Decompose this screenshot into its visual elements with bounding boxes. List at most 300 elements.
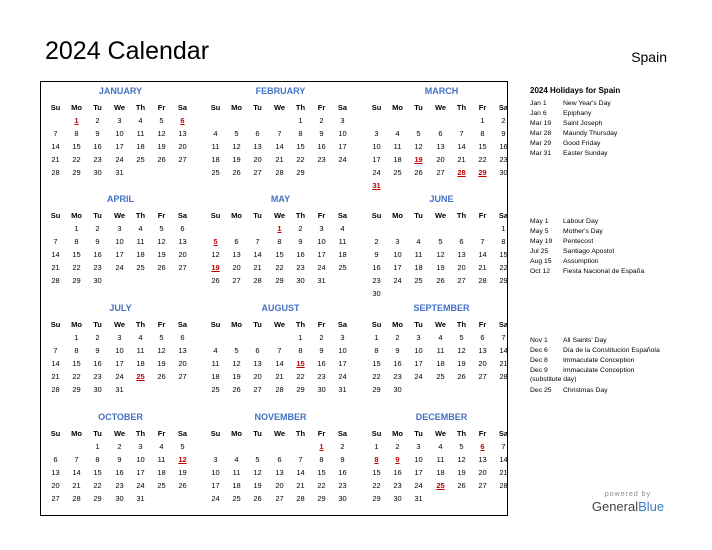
weekday-label: Su bbox=[210, 211, 221, 220]
day-cell: 3 bbox=[416, 442, 421, 451]
day-cell: 8 bbox=[298, 129, 303, 138]
holiday-day-cell: 19 bbox=[414, 155, 423, 164]
holiday-date: Dec 25 bbox=[530, 387, 552, 394]
brand-logo bbox=[586, 490, 670, 514]
day-cell: 8 bbox=[95, 455, 100, 464]
day-cell: 24 bbox=[115, 155, 124, 164]
day-cell: 10 bbox=[414, 346, 423, 355]
day-cell: 10 bbox=[115, 129, 124, 138]
day-cell: 1 bbox=[298, 116, 303, 125]
day-cell: 7 bbox=[480, 237, 485, 246]
day-cell: 25 bbox=[136, 155, 145, 164]
weekday-label: Mo bbox=[71, 211, 82, 220]
day-cell: 30 bbox=[93, 385, 102, 394]
day-cell: 26 bbox=[157, 372, 166, 381]
holiday-item bbox=[530, 129, 700, 139]
month-july bbox=[45, 299, 196, 407]
day-cell: 23 bbox=[393, 481, 402, 490]
day-cell: 25 bbox=[436, 372, 445, 381]
week-row bbox=[366, 344, 517, 357]
holiday-date: Jul 25 bbox=[530, 248, 549, 255]
holiday-item bbox=[530, 139, 700, 149]
day-cell: 5 bbox=[438, 237, 443, 246]
day-cell: 30 bbox=[338, 494, 347, 503]
month-name: JUNE bbox=[429, 194, 454, 204]
day-cell: 15 bbox=[275, 250, 284, 259]
day-cell: 17 bbox=[372, 155, 381, 164]
month-january bbox=[45, 82, 196, 190]
week-row bbox=[205, 331, 356, 344]
day-cell: 9 bbox=[95, 237, 100, 246]
day-cell: 20 bbox=[275, 481, 284, 490]
day-cell: 8 bbox=[501, 237, 506, 246]
day-cell: 24 bbox=[414, 481, 423, 490]
day-cell: 10 bbox=[393, 250, 402, 259]
day-cell: 23 bbox=[93, 263, 102, 272]
day-cell: 9 bbox=[501, 129, 506, 138]
day-cell: 17 bbox=[115, 250, 124, 259]
day-cell: 22 bbox=[317, 481, 326, 490]
day-cell: 21 bbox=[457, 155, 466, 164]
day-cell: 9 bbox=[298, 237, 303, 246]
day-cell: 27 bbox=[178, 155, 187, 164]
day-cell: 20 bbox=[253, 372, 262, 381]
weekday-label: Su bbox=[210, 429, 221, 438]
day-cell: 26 bbox=[457, 372, 466, 381]
weekday-label: We bbox=[273, 429, 286, 438]
day-cell: 9 bbox=[319, 346, 324, 355]
day-cell: 8 bbox=[480, 129, 485, 138]
day-cell: 2 bbox=[395, 442, 400, 451]
day-cell: 26 bbox=[253, 494, 262, 503]
day-cell: 23 bbox=[338, 481, 347, 490]
weekday-label: Fr bbox=[478, 211, 487, 220]
weekday-label: Th bbox=[135, 211, 146, 220]
day-cell: 28 bbox=[51, 276, 60, 285]
day-cell: 10 bbox=[136, 455, 145, 464]
holiday-name: Labour Day bbox=[563, 218, 599, 225]
day-cell: 17 bbox=[115, 359, 124, 368]
holiday-item bbox=[530, 257, 700, 267]
day-cell: 22 bbox=[372, 372, 381, 381]
weekday-header-row bbox=[205, 318, 356, 331]
day-cell: 15 bbox=[72, 142, 81, 151]
day-cell: 16 bbox=[296, 250, 305, 259]
weekday-label: Sa bbox=[177, 320, 188, 329]
day-cell: 17 bbox=[414, 359, 423, 368]
day-cell: 4 bbox=[395, 129, 400, 138]
day-cell: 25 bbox=[211, 168, 220, 177]
holiday-day-cell: 29 bbox=[478, 168, 487, 177]
day-cell: 1 bbox=[480, 116, 485, 125]
day-cell: 20 bbox=[457, 263, 466, 272]
week-row bbox=[366, 261, 517, 274]
day-cell: 17 bbox=[393, 263, 402, 272]
day-cell: 28 bbox=[499, 481, 508, 490]
day-cell: 14 bbox=[51, 142, 60, 151]
week-row bbox=[205, 440, 356, 453]
month-august bbox=[205, 299, 356, 407]
weekday-label: Sa bbox=[498, 211, 509, 220]
day-cell: 11 bbox=[211, 359, 220, 368]
day-cell: 16 bbox=[317, 359, 326, 368]
weekday-label: Th bbox=[135, 103, 146, 112]
day-cell: 22 bbox=[372, 481, 381, 490]
day-cell: 15 bbox=[499, 250, 508, 259]
holiday-group bbox=[530, 99, 700, 159]
holiday-name: Immaculate Conception bbox=[563, 367, 635, 374]
day-cell: 5 bbox=[255, 455, 260, 464]
day-cell: 29 bbox=[372, 494, 381, 503]
day-cell: 28 bbox=[296, 494, 305, 503]
week-row bbox=[366, 127, 517, 140]
weekday-label: Tu bbox=[253, 211, 262, 220]
week-row bbox=[205, 383, 356, 396]
day-cell: 12 bbox=[232, 359, 241, 368]
day-cell: 12 bbox=[457, 455, 466, 464]
day-cell: 8 bbox=[374, 346, 379, 355]
week-row bbox=[45, 235, 196, 248]
day-cell: 27 bbox=[178, 263, 187, 272]
holiday-item bbox=[530, 109, 700, 119]
weekday-label: We bbox=[434, 103, 447, 112]
holiday-day-cell: 6 bbox=[480, 442, 485, 451]
day-cell: 28 bbox=[51, 168, 60, 177]
weekday-label: Tu bbox=[414, 211, 423, 220]
holiday-name: Easter Sunday bbox=[563, 150, 608, 157]
week-row bbox=[205, 261, 356, 274]
day-cell: 3 bbox=[340, 116, 345, 125]
day-cell: 21 bbox=[499, 468, 508, 477]
weekday-label: We bbox=[273, 320, 286, 329]
day-cell: 30 bbox=[372, 289, 381, 298]
day-cell: 15 bbox=[72, 359, 81, 368]
holiday-name: New Year's Day bbox=[563, 100, 611, 107]
holiday-item bbox=[530, 217, 700, 227]
day-cell: 3 bbox=[117, 333, 122, 342]
weekday-label: Mo bbox=[231, 429, 242, 438]
day-cell: 14 bbox=[457, 142, 466, 151]
day-cell: 30 bbox=[93, 276, 102, 285]
week-row bbox=[205, 114, 356, 127]
day-cell: 31 bbox=[317, 276, 326, 285]
holiday-day-cell: 25 bbox=[436, 481, 445, 490]
day-cell: 8 bbox=[74, 237, 79, 246]
week-row bbox=[205, 492, 356, 505]
day-cell: 27 bbox=[436, 168, 445, 177]
month-march bbox=[366, 82, 517, 190]
day-cell: 13 bbox=[51, 468, 60, 477]
day-cell: 6 bbox=[277, 455, 282, 464]
day-cell: 24 bbox=[115, 263, 124, 272]
day-cell: 31 bbox=[414, 494, 423, 503]
week-row bbox=[205, 357, 356, 370]
day-cell: 26 bbox=[232, 168, 241, 177]
day-cell: 23 bbox=[372, 276, 381, 285]
day-cell: 7 bbox=[53, 237, 58, 246]
weekday-label: Fr bbox=[317, 429, 326, 438]
day-cell: 29 bbox=[93, 494, 102, 503]
week-row bbox=[366, 466, 517, 479]
holiday-day-cell: 1 bbox=[277, 224, 282, 233]
day-cell: 30 bbox=[115, 494, 124, 503]
day-cell: 4 bbox=[213, 129, 218, 138]
day-cell: 18 bbox=[211, 372, 220, 381]
day-cell: 5 bbox=[234, 129, 239, 138]
weekday-label: We bbox=[113, 103, 126, 112]
holiday-item bbox=[530, 237, 700, 247]
day-cell: 25 bbox=[157, 481, 166, 490]
weekday-label: Sa bbox=[498, 429, 509, 438]
day-cell: 27 bbox=[51, 494, 60, 503]
day-cell: 2 bbox=[340, 442, 345, 451]
week-row bbox=[45, 114, 196, 127]
day-cell: 25 bbox=[414, 276, 423, 285]
holiday-item bbox=[530, 346, 700, 356]
weekday-header-row bbox=[205, 427, 356, 440]
day-cell: 3 bbox=[374, 129, 379, 138]
day-cell: 9 bbox=[395, 346, 400, 355]
holiday-item bbox=[530, 247, 700, 257]
day-cell: 4 bbox=[159, 442, 164, 451]
day-cell: 16 bbox=[393, 359, 402, 368]
page-title: 2024 Calendar bbox=[45, 37, 210, 65]
holiday-date: Dec 8 bbox=[530, 357, 548, 364]
holiday-date: Dec 6 bbox=[530, 347, 548, 354]
day-cell: 11 bbox=[436, 455, 445, 464]
day-cell: 11 bbox=[436, 346, 445, 355]
day-cell: 18 bbox=[157, 468, 166, 477]
day-cell: 26 bbox=[232, 385, 241, 394]
day-cell: 25 bbox=[393, 168, 402, 177]
holiday-date: Oct 12 bbox=[530, 268, 551, 275]
weekday-label: Fr bbox=[317, 103, 326, 112]
weekday-label: Th bbox=[295, 211, 306, 220]
day-cell: 5 bbox=[180, 442, 185, 451]
day-cell: 13 bbox=[478, 346, 487, 355]
week-row bbox=[205, 370, 356, 383]
day-cell: 28 bbox=[275, 385, 284, 394]
week-row bbox=[205, 453, 356, 466]
day-cell: 20 bbox=[232, 263, 241, 272]
day-cell: 16 bbox=[317, 142, 326, 151]
holiday-date: May 5 bbox=[530, 228, 549, 235]
weekday-label: Th bbox=[295, 429, 306, 438]
holiday-name: Maundy Thursday bbox=[563, 130, 618, 137]
day-cell: 7 bbox=[501, 442, 506, 451]
week-row bbox=[366, 383, 517, 396]
day-cell: 20 bbox=[178, 359, 187, 368]
day-cell: 15 bbox=[93, 468, 102, 477]
day-cell: 21 bbox=[275, 155, 284, 164]
weekday-label: Su bbox=[371, 211, 382, 220]
holiday-day-cell: 28 bbox=[457, 168, 466, 177]
holiday-day-cell: 31 bbox=[372, 181, 381, 190]
day-cell: 22 bbox=[499, 263, 508, 272]
holiday-date: Jan 1 bbox=[530, 100, 547, 107]
day-cell: 26 bbox=[457, 481, 466, 490]
holiday-name: All Saints' Day bbox=[563, 337, 607, 344]
day-cell: 22 bbox=[93, 481, 102, 490]
day-cell: 20 bbox=[253, 155, 262, 164]
week-row bbox=[366, 453, 517, 466]
holiday-date: Dec 9 bbox=[530, 367, 548, 374]
day-cell: 19 bbox=[253, 481, 262, 490]
day-cell: 18 bbox=[136, 359, 145, 368]
day-cell: 1 bbox=[298, 333, 303, 342]
day-cell: 29 bbox=[499, 276, 508, 285]
weekday-label: Mo bbox=[71, 429, 82, 438]
day-cell: 19 bbox=[232, 155, 241, 164]
holiday-item bbox=[530, 267, 700, 277]
week-row bbox=[45, 492, 196, 505]
weekday-label: Mo bbox=[392, 320, 403, 329]
day-cell: 9 bbox=[95, 346, 100, 355]
day-cell: 1 bbox=[501, 224, 506, 233]
holiday-item bbox=[530, 336, 700, 346]
day-cell: 6 bbox=[53, 455, 58, 464]
day-cell: 24 bbox=[338, 155, 347, 164]
day-cell: 2 bbox=[319, 116, 324, 125]
day-cell: 15 bbox=[372, 359, 381, 368]
day-cell: 4 bbox=[138, 333, 143, 342]
day-cell: 17 bbox=[136, 468, 145, 477]
brand-name-part1: General bbox=[591, 499, 639, 514]
holiday-date: May 19 bbox=[530, 238, 553, 245]
day-cell: 18 bbox=[393, 155, 402, 164]
week-row bbox=[205, 235, 356, 248]
day-cell: 21 bbox=[51, 372, 60, 381]
month-name: AUGUST bbox=[261, 303, 300, 313]
weekday-label: Sa bbox=[498, 320, 509, 329]
holiday-date: Mar 29 bbox=[530, 140, 552, 147]
day-cell: 14 bbox=[275, 359, 284, 368]
weekday-label: We bbox=[434, 320, 447, 329]
weekday-label: Th bbox=[135, 320, 146, 329]
day-cell: 16 bbox=[93, 250, 102, 259]
weekday-label: Mo bbox=[231, 320, 242, 329]
weekday-label: Sa bbox=[337, 103, 348, 112]
day-cell: 10 bbox=[115, 237, 124, 246]
holiday-name: Saint Joseph bbox=[563, 120, 603, 127]
day-cell: 30 bbox=[317, 385, 326, 394]
weekday-label: Fr bbox=[478, 103, 487, 112]
month-february bbox=[205, 82, 356, 190]
day-cell: 6 bbox=[255, 346, 260, 355]
day-cell: 24 bbox=[393, 276, 402, 285]
holiday-item bbox=[530, 356, 700, 366]
holiday-date: Nov 1 bbox=[530, 337, 548, 344]
weekday-label: Su bbox=[50, 320, 61, 329]
holiday-list-heading: 2024 Holidays for Spain bbox=[530, 86, 621, 95]
day-cell: 12 bbox=[211, 250, 220, 259]
month-name: MARCH bbox=[424, 86, 459, 96]
day-cell: 7 bbox=[277, 129, 282, 138]
day-cell: 15 bbox=[478, 142, 487, 151]
day-cell: 28 bbox=[72, 494, 81, 503]
day-cell: 14 bbox=[499, 455, 508, 464]
weekday-header-row bbox=[45, 318, 196, 331]
holiday-name: Epiphany bbox=[563, 110, 592, 117]
day-cell: 5 bbox=[159, 333, 164, 342]
weekday-label: Su bbox=[210, 103, 221, 112]
day-cell: 19 bbox=[232, 372, 241, 381]
day-cell: 21 bbox=[478, 263, 487, 272]
week-row bbox=[366, 331, 517, 344]
weekday-label: Tu bbox=[93, 429, 102, 438]
week-row bbox=[205, 140, 356, 153]
weekday-label: Sa bbox=[337, 211, 348, 220]
week-row bbox=[366, 274, 517, 287]
day-cell: 16 bbox=[338, 468, 347, 477]
weekday-header-row bbox=[205, 101, 356, 114]
week-row bbox=[205, 153, 356, 166]
day-cell: 7 bbox=[501, 333, 506, 342]
weekday-label: Tu bbox=[414, 103, 423, 112]
day-cell: 20 bbox=[178, 142, 187, 151]
day-cell: 19 bbox=[157, 359, 166, 368]
day-cell: 21 bbox=[499, 359, 508, 368]
day-cell: 10 bbox=[115, 346, 124, 355]
day-cell: 21 bbox=[51, 263, 60, 272]
day-cell: 4 bbox=[438, 333, 443, 342]
day-cell: 22 bbox=[296, 155, 305, 164]
day-cell: 2 bbox=[95, 224, 100, 233]
weekday-header-row bbox=[45, 101, 196, 114]
day-cell: 24 bbox=[317, 263, 326, 272]
weekday-header-row bbox=[366, 427, 517, 440]
weekday-label: Th bbox=[456, 320, 467, 329]
day-cell: 6 bbox=[480, 333, 485, 342]
day-cell: 11 bbox=[136, 237, 145, 246]
day-cell: 12 bbox=[253, 468, 262, 477]
day-cell: 16 bbox=[93, 359, 102, 368]
day-cell: 17 bbox=[211, 481, 220, 490]
day-cell: 13 bbox=[253, 142, 262, 151]
day-cell: 24 bbox=[414, 372, 423, 381]
week-row bbox=[45, 166, 196, 179]
day-cell: 17 bbox=[115, 142, 124, 151]
day-cell: 22 bbox=[296, 372, 305, 381]
weekday-label: Mo bbox=[71, 103, 82, 112]
day-cell: 10 bbox=[414, 455, 423, 464]
weekday-label: Sa bbox=[337, 429, 348, 438]
weekday-label: Tu bbox=[253, 429, 262, 438]
day-cell: 7 bbox=[298, 455, 303, 464]
day-cell: 19 bbox=[457, 359, 466, 368]
day-cell: 23 bbox=[115, 481, 124, 490]
weekday-label: Su bbox=[371, 320, 382, 329]
day-cell: 18 bbox=[211, 155, 220, 164]
day-cell: 29 bbox=[296, 168, 305, 177]
weekday-label: We bbox=[434, 429, 447, 438]
day-cell: 14 bbox=[478, 250, 487, 259]
day-cell: 11 bbox=[211, 142, 220, 151]
day-cell: 11 bbox=[136, 346, 145, 355]
holiday-item bbox=[530, 366, 700, 386]
day-cell: 3 bbox=[117, 116, 122, 125]
weekday-label: Fr bbox=[478, 320, 487, 329]
weekday-label: Fr bbox=[317, 211, 326, 220]
week-row bbox=[205, 344, 356, 357]
weekday-header-row bbox=[205, 209, 356, 222]
weekday-label: Tu bbox=[93, 320, 102, 329]
brand-tagline: powered by bbox=[604, 491, 652, 498]
holiday-note: (substitute day) bbox=[530, 376, 577, 383]
day-cell: 11 bbox=[393, 142, 402, 151]
day-cell: 12 bbox=[457, 346, 466, 355]
day-cell: 29 bbox=[72, 276, 81, 285]
